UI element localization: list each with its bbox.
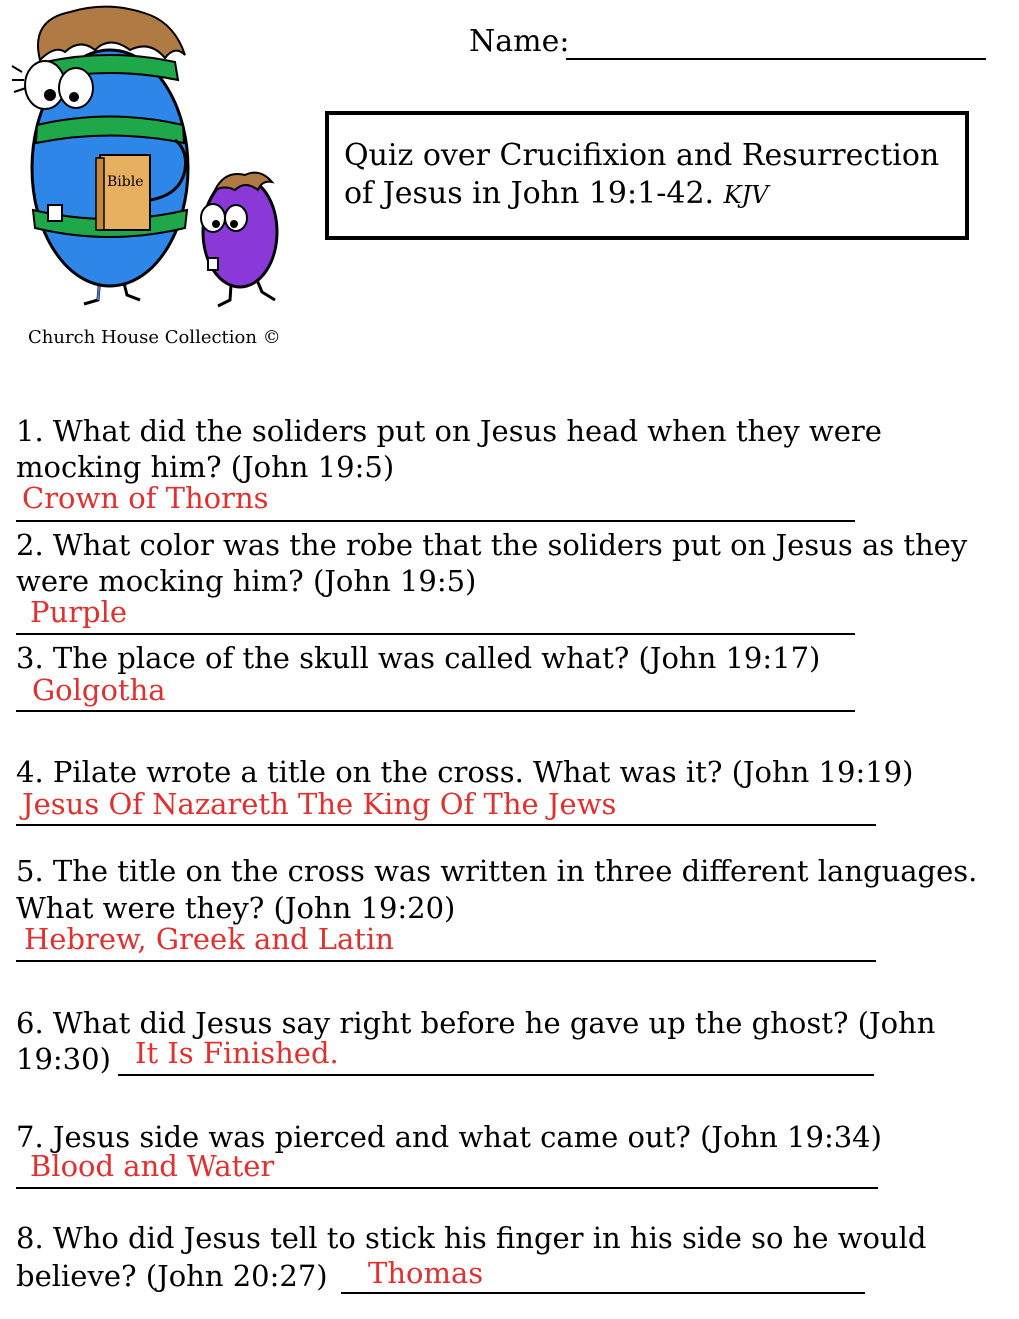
cartoon-illustration	[0, 0, 300, 330]
answer-line-2[interactable]	[16, 633, 855, 635]
question-6-text-cont: 19:30)	[16, 1042, 111, 1076]
answer-7: Blood and Water	[30, 1149, 275, 1183]
question-2-text-cont: were mocking him? (John 19:5)	[16, 564, 477, 598]
question-3-text: 3. The place of the skull was called what? (John 19:17)	[16, 641, 821, 675]
question-1-text: 1. What did the soliders put on Jesus head when they were	[16, 414, 882, 448]
answer-4: Jesus Of Nazareth The King Of The Jews	[22, 787, 617, 821]
answer-5: Hebrew, Greek and Latin	[24, 922, 394, 956]
copyright-notice: Church House Collection ©	[28, 327, 281, 348]
name-label: Name:	[469, 24, 570, 59]
answer-line-5[interactable]	[16, 960, 876, 962]
answer-8: Thomas	[368, 1256, 484, 1290]
question-5-text: 5. The title on the cross was written in three different languages.	[16, 854, 978, 888]
bible-version: KJV	[723, 181, 769, 209]
purple-egg-character	[201, 173, 277, 306]
blue-egg-character	[12, 7, 188, 304]
answer-line-6[interactable]	[118, 1074, 874, 1076]
answer-3: Golgotha	[32, 673, 166, 707]
question-5-text-cont: What were they? (John 19:20)	[16, 891, 456, 925]
answer-2: Purple	[30, 595, 128, 629]
answer-6: It Is Finished.	[135, 1036, 339, 1070]
quiz-title-main: Quiz over Crucifixion and Resurrection of Jesus in John 19:1-42.	[344, 138, 940, 211]
answer-line-7[interactable]	[16, 1187, 878, 1189]
name-field[interactable]	[566, 58, 986, 60]
bible-label: Bible	[107, 174, 144, 190]
quiz-title	[344, 137, 970, 214]
answer-1: Crown of Thorns	[22, 481, 269, 515]
answer-line-4[interactable]	[16, 824, 876, 826]
question-4-text: 4. Pilate wrote a title on the cross. What was it? (John 19:19)	[16, 755, 914, 789]
answer-line-3[interactable]	[16, 710, 855, 712]
answer-line-1[interactable]	[16, 520, 855, 522]
question-2-text: 2. What color was the robe that the soliders put on Jesus as they	[16, 528, 968, 562]
question-8-text-cont: believe? (John 20:27)	[16, 1259, 328, 1293]
question-7-text: 7. Jesus side was pierced and what came out? (John 19:34)	[16, 1120, 882, 1154]
answer-line-8[interactable]	[341, 1292, 865, 1294]
question-1-text-cont: mocking him? (John 19:5)	[16, 450, 395, 484]
question-6-text: 6. What did Jesus say right before he gave up the ghost? (John	[16, 1006, 936, 1040]
question-8-text: 8. Who did Jesus tell to stick his finger in his side so he would	[16, 1221, 927, 1255]
